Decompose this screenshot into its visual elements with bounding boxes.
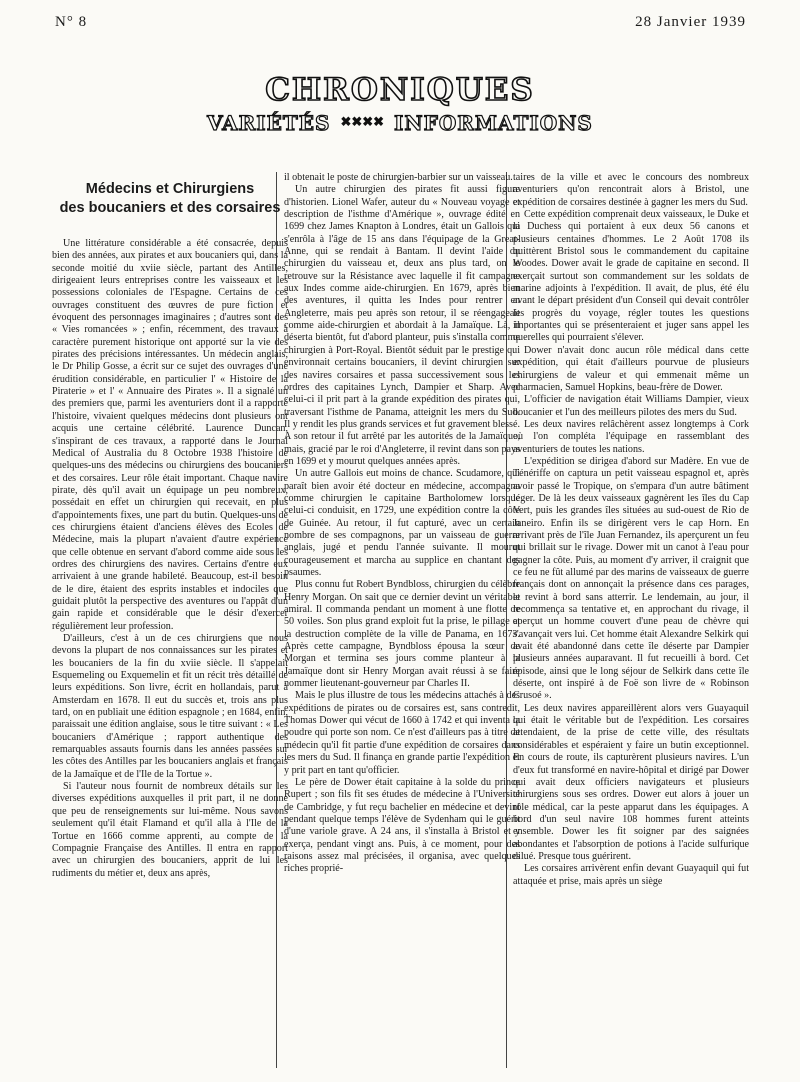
paragraph: Les deux navires appareillèrent alors vers Guayaquil qui était le véritable but de l'expédition. Les corsaires attendaient, de la prise de cette ville, des résultats considérables et espéraient y faire un butin exceptionnel. En cours de route, ils capturèrent plusieurs navires. L'un d'eux fut transformé en navire-hôpital et dirigé par Dower qui avait deux officiers navigateurs et plusieurs chirurgiens sous ses ordres. Dower eut alors à jouer un rôle médical, car la peste apparut dans les équipages. A bord d'un seul navire 108 hommes furent atteints ensemble. Dower les fit soigner par des saignées abondantes et l'absorption de potions à l'acide sulfurique dilué. Presque tous guérirent. bbox=[513, 702, 749, 862]
article-column-2 bbox=[284, 172, 520, 1068]
paragraph: taires de la ville et avec le concours des nombreux aventuriers qu'on rencontrait alors à Bristol, une expédition de corsaires destinée à gagner les mers du Sud. bbox=[513, 172, 749, 208]
paragraph: L'officier de navigation était Williams Dampier, vieux boucanier et l'un des meilleurs pilotes des mers du Sud. bbox=[513, 394, 749, 418]
paragraph: Si l'auteur nous fournit de nombreux détails sur les diverses expéditions auxquelles il prit part, il ne donne que peu de renseignements sur lui-même. Nous savons seulement qu'il était Flamand et qu'il alla à l'Ile de la Tortue en 1666 comme apprenti, au compte de la Compagnie Française des Antilles. Il entra en rapport avec un chirurgien des boucaniers, apprit de lui les rudiments du métier et, deux ans après, bbox=[52, 781, 288, 879]
paragraph: Les corsaires arrivèrent enfin devant Guayaquil qui fut attaquée et prise, mais après un siège bbox=[513, 863, 749, 887]
paragraph: Mais le plus illustre de tous les médecins attachés à des expéditions de pirates ou de corsaires est, sans contredit, Thomas Dower qui vécut de 1660 à 1742 et qui inventa la poudre qui porte son nom. Ce n'est d'ailleurs pas à titre de médecin qu'il fit partie d'une expédition de corsaires dans les mers du Sud. Il finança en grande partie l'expédition et y prit part en tant qu'officier. bbox=[284, 690, 520, 776]
paragraph: il obtenait le poste de chirurgien-barbier sur un vaisseau. bbox=[284, 172, 513, 183]
masthead-subtitle bbox=[0, 110, 800, 136]
paragraph: L'expédition se dirigea d'abord sur Madère. En vue de Ténériffe on captura un petit vaisseau espagnol et, après avoir passé le Tropique, on s'empara d'un autre bâtiment léger. De là les deux vaisseaux gagnèrent les îles du Cap Vert, puis les grandes îles situées au sud-ouest de Rio de Janeiro. Enfin ils se dirigèrent vers le cap Horn. En arrivant près de l'île Juan Fernandez, ils aperçurent un feu qui brillait sur le rivage. Dower mit un canot à l'eau pour gagner la côte. Puis, au moment d'y arriver, il craignit que ce feu ne fût allumé par des marins de vaisseaux de guerre français dont on annonçait la présence dans ces parages, et revint à bord sans atterrir. Le lendemain, au jour, il recommença sa tentative et, en approchant du rivage, il aperçut un homme couvert d'une peau de chèvre qui s'avançait vers lui. Cet homme était Alexandre Selkirk qui avait été abandonné dans cette île déserte par Dampier plusieurs années auparavant. Il fut recueilli à bord. Cet épisode, ainsi que le long séjour de Selkirk dans cette île déserte, ont inspiré à de Foë son livre de « Robinson Crusoé ». bbox=[513, 455, 749, 702]
article-title bbox=[52, 180, 288, 218]
ornament-icon: ✖✖✖✖ bbox=[340, 115, 385, 130]
issue-date: 28 Janvier 1939 bbox=[635, 14, 746, 30]
paragraph: Un autre Gallois eut moins de chance. Scudamore, qui paraît bien avoir été docteur en médecine, accompagna comme chirurgien le capitaine Bartholomew lorsque celui-ci conduisit, en 1729, une expédition contre la côte de Guinée. Au retour, il fut capturé, avec un certain nombre de ses compagnons, par un vaisseau de guerre anglais, jugé et pendu l'année suivante. Il mourut courageusement et marcha au supplice en chantant des psaumes. bbox=[284, 468, 520, 578]
paragraph: D'ailleurs, c'est à un de ces chirurgiens que nous devons la plupart de nos connaissances sur les pirates et les boucaniers de la fin du xviie siècle. Il s'appelait Esquemeling ou Exquemelin et fit un récit très détaillé de leurs expéditions. Son livre, écrit en hollandais, parut à Amsterdam en 1678. Il eut du succès et, trois ans plus tard, on en publiait une édition espagnole ; en 1684, enfin, paraissait une édition anglaise, sous le titre suivant : « Les boucaniers d'Amérique ; rapport authentique des remarquables assauts fournis dans les années passées sur les côtes des Antilles par les boucaniers anglais et français de la Jamaïque et de l'Ile de la Tortue ». bbox=[52, 633, 288, 780]
issue-number: N° 8 bbox=[55, 14, 88, 30]
article-column-3 bbox=[513, 172, 749, 1068]
masthead-title: CHRONIQUES bbox=[265, 72, 535, 108]
paragraph: Un autre chirurgien des pirates fit aussi figure d'historien. Lionel Wafer, auteur du « Nouveau voyage et description de l'isthme d'Amérique », ouvrage édité en 1699 chez James Knapton à Londres, était un Gallois qui s'enrôla à l'âge de 15 ans dans l'équipage de la Great-Anne, qui se rendait à Bantam. Il devint l'aide du chirurgien du vaisseau et, deux ans plus tard, on le retrouve sur la Résistance avec laquelle il fit campagne aux Indes comme aide-chirurgien. En 1679, après bien des aventures, il quitta les Indes pour rentrer en Angleterre, mais peu après son retour, il se réengageait comme aide-chirurgien et abordait à la Jamaïque. Là, il déserta bientôt, fut d'abord planteur, puis s'installa comme chirurgien à Port-Royal. Bientôt séduit par le prestige qui environnait certains boucaniers, il devint chirurgien sur des navires corsaires et passa successivement sous les ordres des capitaines Lynch, Dampier et Sharp. Avec celui-ci il prit part à la grande expédition des pirates qui, traversant l'isthme de Panama, atteignit les mers du Sud. Il y rendit les plus grands services et fut gravement blessé. A son retour il fut arrêté par les autorités de la Jamaïque, mais, gracié par le roi d'Angleterre, il revint dans son pays en 1699 et y mourut quelques années après. bbox=[284, 184, 520, 467]
masthead-informations: INFORMATIONS bbox=[394, 111, 593, 135]
masthead-varietes: VARIÉTÉS bbox=[207, 111, 331, 135]
paragraph: Cette expédition comprenait deux vaisseaux, le Duke et la Duchess qui portaient à eux deux 56 canons et plusieurs centaines d'hommes. Le 2 Août 1708 ils quittèrent Bristol sous le commandement du capitaine Woodes. Dower avait le grade de capitaine en second. Il exerçait surtout son commandement sur les soldats de marine adjoints à l'expédition. Il avait, de plus, été élu avant le départ président d'un Conseil qui devait contrôler les progrès du voyage, régler toutes les questions importantes qui se présenteraient et juger sans appel les querelles qui pourraient s'élever. bbox=[513, 209, 749, 344]
paragraph: Plus connu fut Robert Byndbloss, chirurgien du célèbre Henry Morgan. On sait que ce dernier devint un véritable amiral. Il commanda pendant un moment à une flotte de 50 voiles. Son plus grand exploit fut la prise, le pillage et la destruction complète de la ville de Panama, en 1673. Après cette campagne, Byndbloss épousa la sœur de Morgan et termina ses jours comme planteur à la Jamaïque dont sir Henry Morgan avait réussi à se faire nommer lieutenant-gouverneur par Charles II. bbox=[284, 579, 520, 690]
paragraph: Une littérature considérable a été consacrée, depuis bien des années, aux pirates et aux boucaniers qui, dans la seconde moitié du xviie siècle, partant des Antilles, dirigeaient leurs entreprises contre les vaisseaux et les possessions coloniales de l'Espagne. Certains de ces ouvrages constituent des œuvres de pure fiction et évoquent des personnages imaginaires ; d'autres sont des « Vies romancées » ; enfin, récemment, des travaux à caractère purement historique ont apporté sur la vie des pirates des précisions intéressantes. Un médecin anglais, le Dr Philip Gosse, a écrit sur ce sujet des ouvrages d'une érudition considérable, en particulier l' « Histoire de la Piraterie » et l' « Annuaire des Pirates ». Il a signalé un des premiers que, parmi les aventuriers dont il a rapporté l'histoire, vivaient quelques médecins dont plusieurs ont acquis une certaine célébrité. Laurence Duncan, s'inspirant de ces travaux, a rapporté dans le Journal Medical of Australia du 8 Octobre 1938 l'histoire de quelques-uns des médecins ou chirurgiens des boucaniers et des corsaires. Leur rôle était important. Chaque navire pirate, dès qu'il avait un équipage un peu nombreux, possédait en effet un chirurgien qui recevait, en plus d'appointements fixes, une part du butin. Quelques-uns de ces chirurgiens étaient d'anciens élèves des Ecoles de Médecine, mais la plupart n'avaient d'autre expérience que celle obtenue en servant d'abord comme aide sous les ordres des chirurgiens des navires. Certains d'entre eux arrivaient à une grande habileté. Beaucoup, est-il besoin de le dire, étaient des esprits instables et indociles que guidait plutôt la perspective des aventures ou l'appât d'un gain rapide et considérable que le désir d'exercer régulièrement leur profession. bbox=[52, 238, 288, 632]
paragraph: Les deux navires relâchèrent assez longtemps à Cork où l'on compléta l'équipage en rassemblant des aventuriers de toutes les nations. bbox=[513, 418, 749, 455]
article-title-line-2: des boucaniers et des corsaires bbox=[59, 200, 281, 216]
article-column-1 bbox=[52, 180, 288, 1068]
paragraph: Dower n'avait donc aucun rôle médical dans cette expédition, qui était d'ailleurs pourvue de plusieurs chirurgiens de valeur et qui emmenait même un pharmacien, Samuel Hopkins, beau-frère de Dower. bbox=[513, 344, 749, 393]
masthead bbox=[0, 72, 800, 136]
article-title-line-1: Médecins et Chirurgiens bbox=[85, 181, 255, 197]
paragraph: Le père de Dower était capitaine à la solde du prince Rupert ; son fils fit ses études de médecine à l'Université de Cambridge, y fut reçu bachelier en médecine et devint pendant quelque temps l'élève de Sydenham qui le guérit d'une variole grave. A 24 ans, il s'installa à Bristol et y exerça, pendant vingt ans. Puis, à ce moment, pour des raisons assez mal précisées, il organisa, avec quelques riches proprié- bbox=[284, 776, 520, 875]
